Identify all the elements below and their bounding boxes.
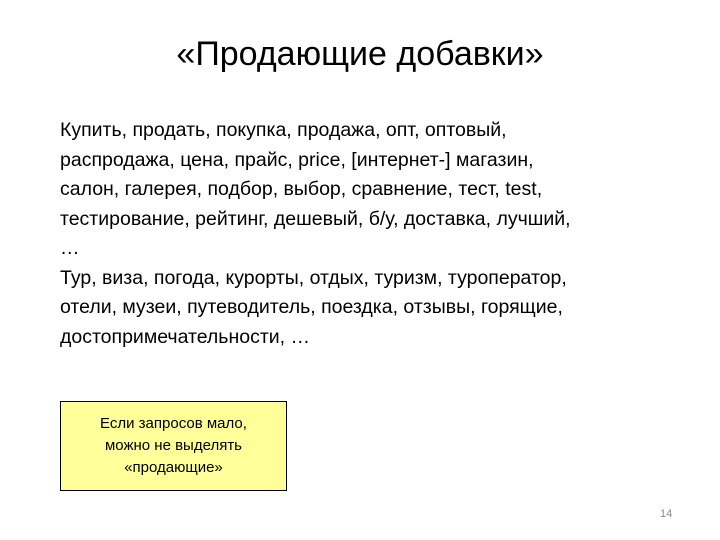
text-line: салон, галерея, подбор, выбор, сравнение, тест, test, <box>60 178 543 200</box>
slide-title: «Продающие добавки» <box>176 35 544 73</box>
body-text <box>60 116 680 352</box>
text-line: достопримечательности, … <box>60 325 310 348</box>
paragraph-travel-words <box>60 264 680 353</box>
text-line: тестирование, рейтинг, дешевый, б/у, доставка, лучший, <box>60 207 571 230</box>
page-number: 14 <box>660 508 673 520</box>
note-box <box>60 401 287 491</box>
note-line: можно не выделять <box>104 437 242 454</box>
text-line: распродажа, цена, прайс, price, [интернет-] магазин, <box>60 148 534 171</box>
text-line: отели, музеи, путеводитель, поездка, отзывы, горящие, <box>60 296 563 318</box>
text-line: … <box>60 237 80 259</box>
text-line: Тур, виза, погода, курорты, отдых, туризм, туроператор, <box>60 266 567 289</box>
note-line: Если запросов мало, <box>100 415 247 432</box>
text-line: Купить, продать, покупка, продажа, опт, оптовый, <box>60 119 507 141</box>
paragraph-selling-words <box>60 116 680 264</box>
note-line: «продающие» <box>124 459 223 476</box>
